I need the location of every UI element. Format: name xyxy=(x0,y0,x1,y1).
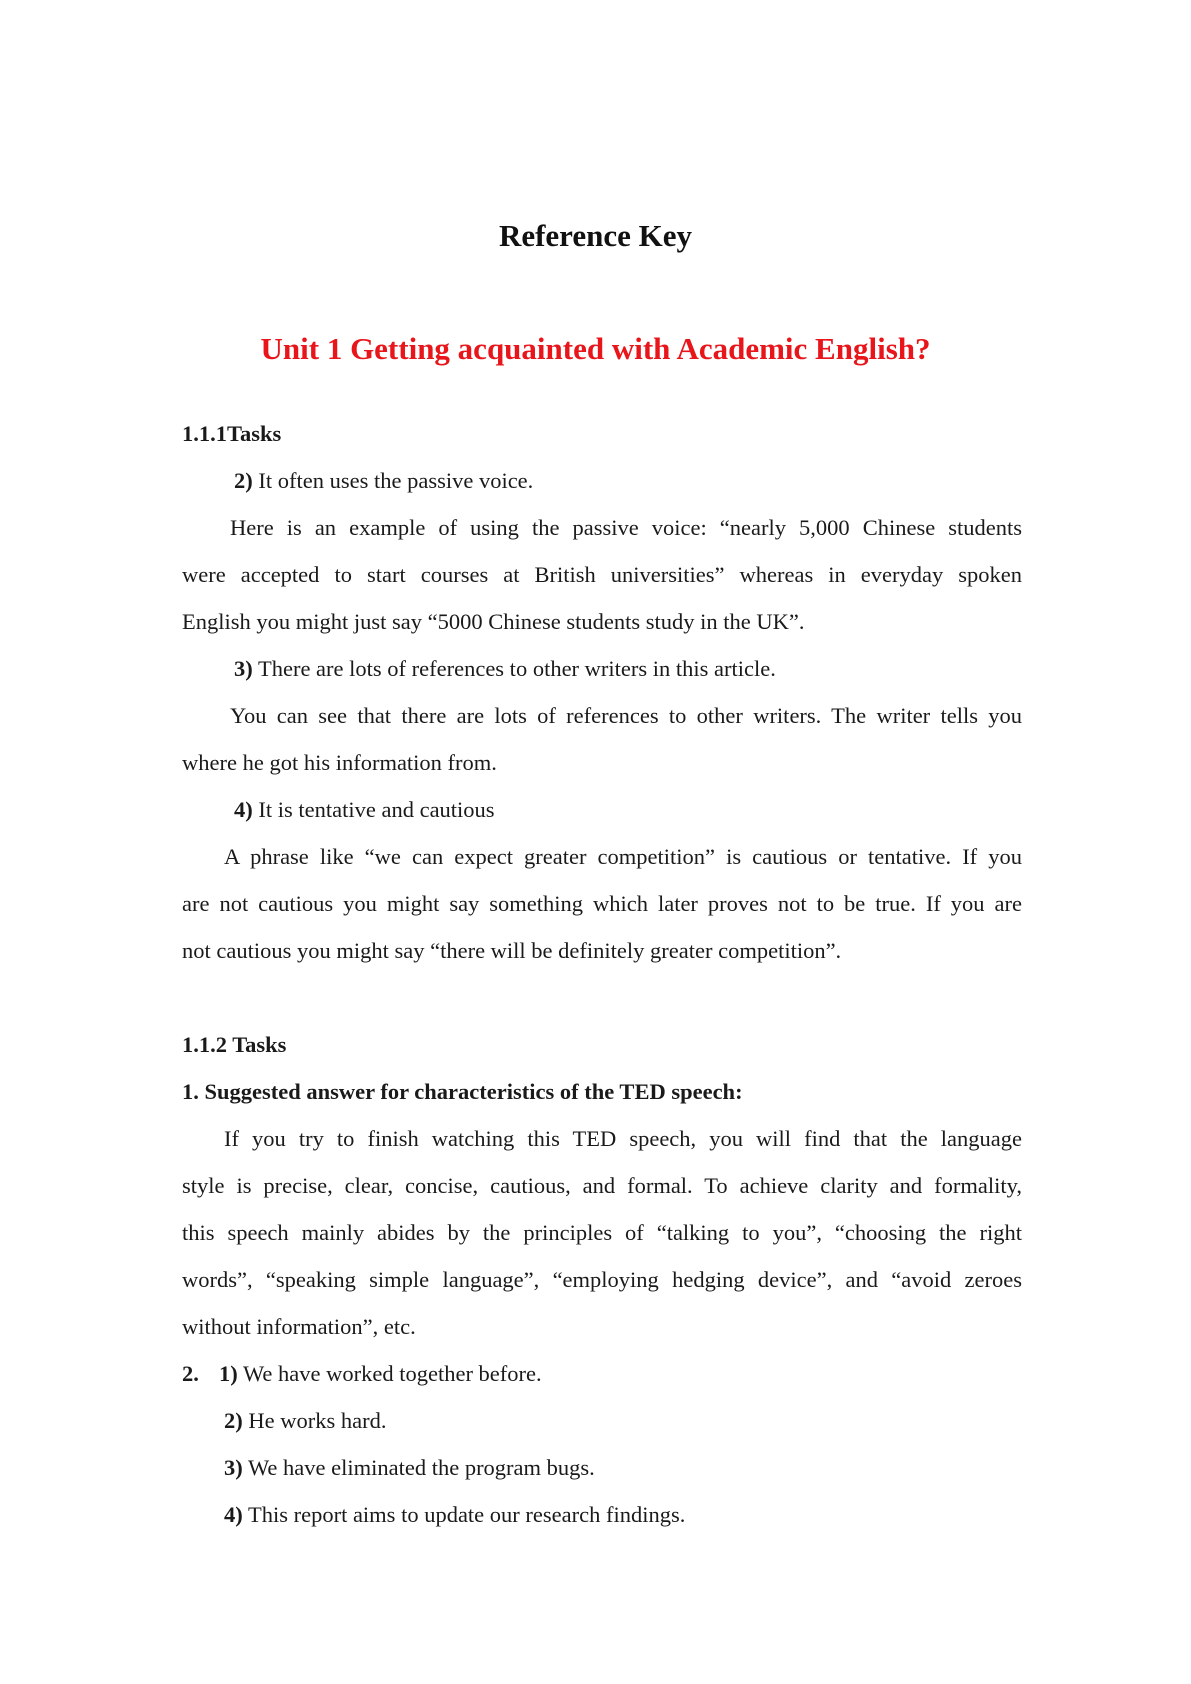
question-2-item-4 xyxy=(182,1491,1022,1538)
paragraph-line: If you try to finish watching this TED speech, you will find that the language xyxy=(224,1126,1022,1151)
answer-text: He works hard. xyxy=(242,1408,387,1433)
paragraph-line: were accepted to start courses at British universities” whereas in everyday spoken xyxy=(182,562,1022,587)
paragraph-line: English you might just say “5000 Chinese students study in the UK”. xyxy=(182,609,805,634)
document-body xyxy=(182,410,1022,1538)
answer-text: We have worked together before. xyxy=(237,1361,542,1386)
answer-item-3 xyxy=(182,645,1022,692)
paragraph-line: without information”, etc. xyxy=(182,1314,416,1339)
question-number: 2. xyxy=(182,1361,199,1386)
paragraph-line: where he got his information from. xyxy=(182,750,497,775)
unit-title: Unit 1 Getting acquainted with Academic English? xyxy=(260,331,931,366)
answer-number: 3) xyxy=(224,1455,243,1480)
paragraph-line: words”, “speaking simple language”, “employing hedging device”, and “avoid zeroes xyxy=(182,1267,1022,1292)
paragraph-line: A phrase like “we can expect greater competition” is cautious or tentative. If you xyxy=(224,844,1022,869)
paragraph-line: this speech mainly abides by the principles of “talking to you”, “choosing the right xyxy=(182,1220,1022,1245)
answer-text: We have eliminated the program bugs. xyxy=(242,1455,595,1480)
paragraph-line: You can see that there are lots of references to other writers. The writer tells you xyxy=(230,703,1022,728)
paragraph-line: not cautious you might say “there will be definitely greater competition”. xyxy=(182,938,842,963)
answer-number: 1) xyxy=(219,1361,238,1386)
section-heading-1-1-1: 1.1.1Tasks xyxy=(182,421,282,446)
answer-text: This report aims to update our research findings. xyxy=(242,1502,686,1527)
answer-item-4 xyxy=(182,786,1022,833)
answer-number: 3) xyxy=(234,656,253,681)
answer-number: 4) xyxy=(224,1502,243,1527)
answer-text: It is tentative and cautious xyxy=(252,797,495,822)
paragraph-line: are not cautious you might say something which later proves not to be true. If you are xyxy=(182,891,1022,916)
answer-number: 4) xyxy=(234,797,253,822)
answer-item-2 xyxy=(182,457,1022,504)
question-2-item-1 xyxy=(182,1350,1022,1397)
paragraph-line: style is precise, clear, concise, cautious, and formal. To achieve clarity and formality, xyxy=(182,1173,1022,1198)
question-2-item-3 xyxy=(182,1444,1022,1491)
answer-number: 2) xyxy=(224,1408,243,1433)
section-heading-1-1-2: 1.1.2 Tasks xyxy=(182,1032,287,1057)
page-title: Reference Key xyxy=(498,218,693,253)
answer-text: There are lots of references to other writers in this article. xyxy=(252,656,776,681)
answer-number: 2) xyxy=(234,468,253,493)
question-1-heading: 1. Suggested answer for characteristics of the TED speech: xyxy=(182,1079,743,1104)
answer-text: It often uses the passive voice. xyxy=(252,468,534,493)
spacer xyxy=(182,974,1022,1021)
paragraph-line: Here is an example of using the passive voice: “nearly 5,000 Chinese students xyxy=(230,515,1022,540)
question-2-item-2 xyxy=(182,1397,1022,1444)
